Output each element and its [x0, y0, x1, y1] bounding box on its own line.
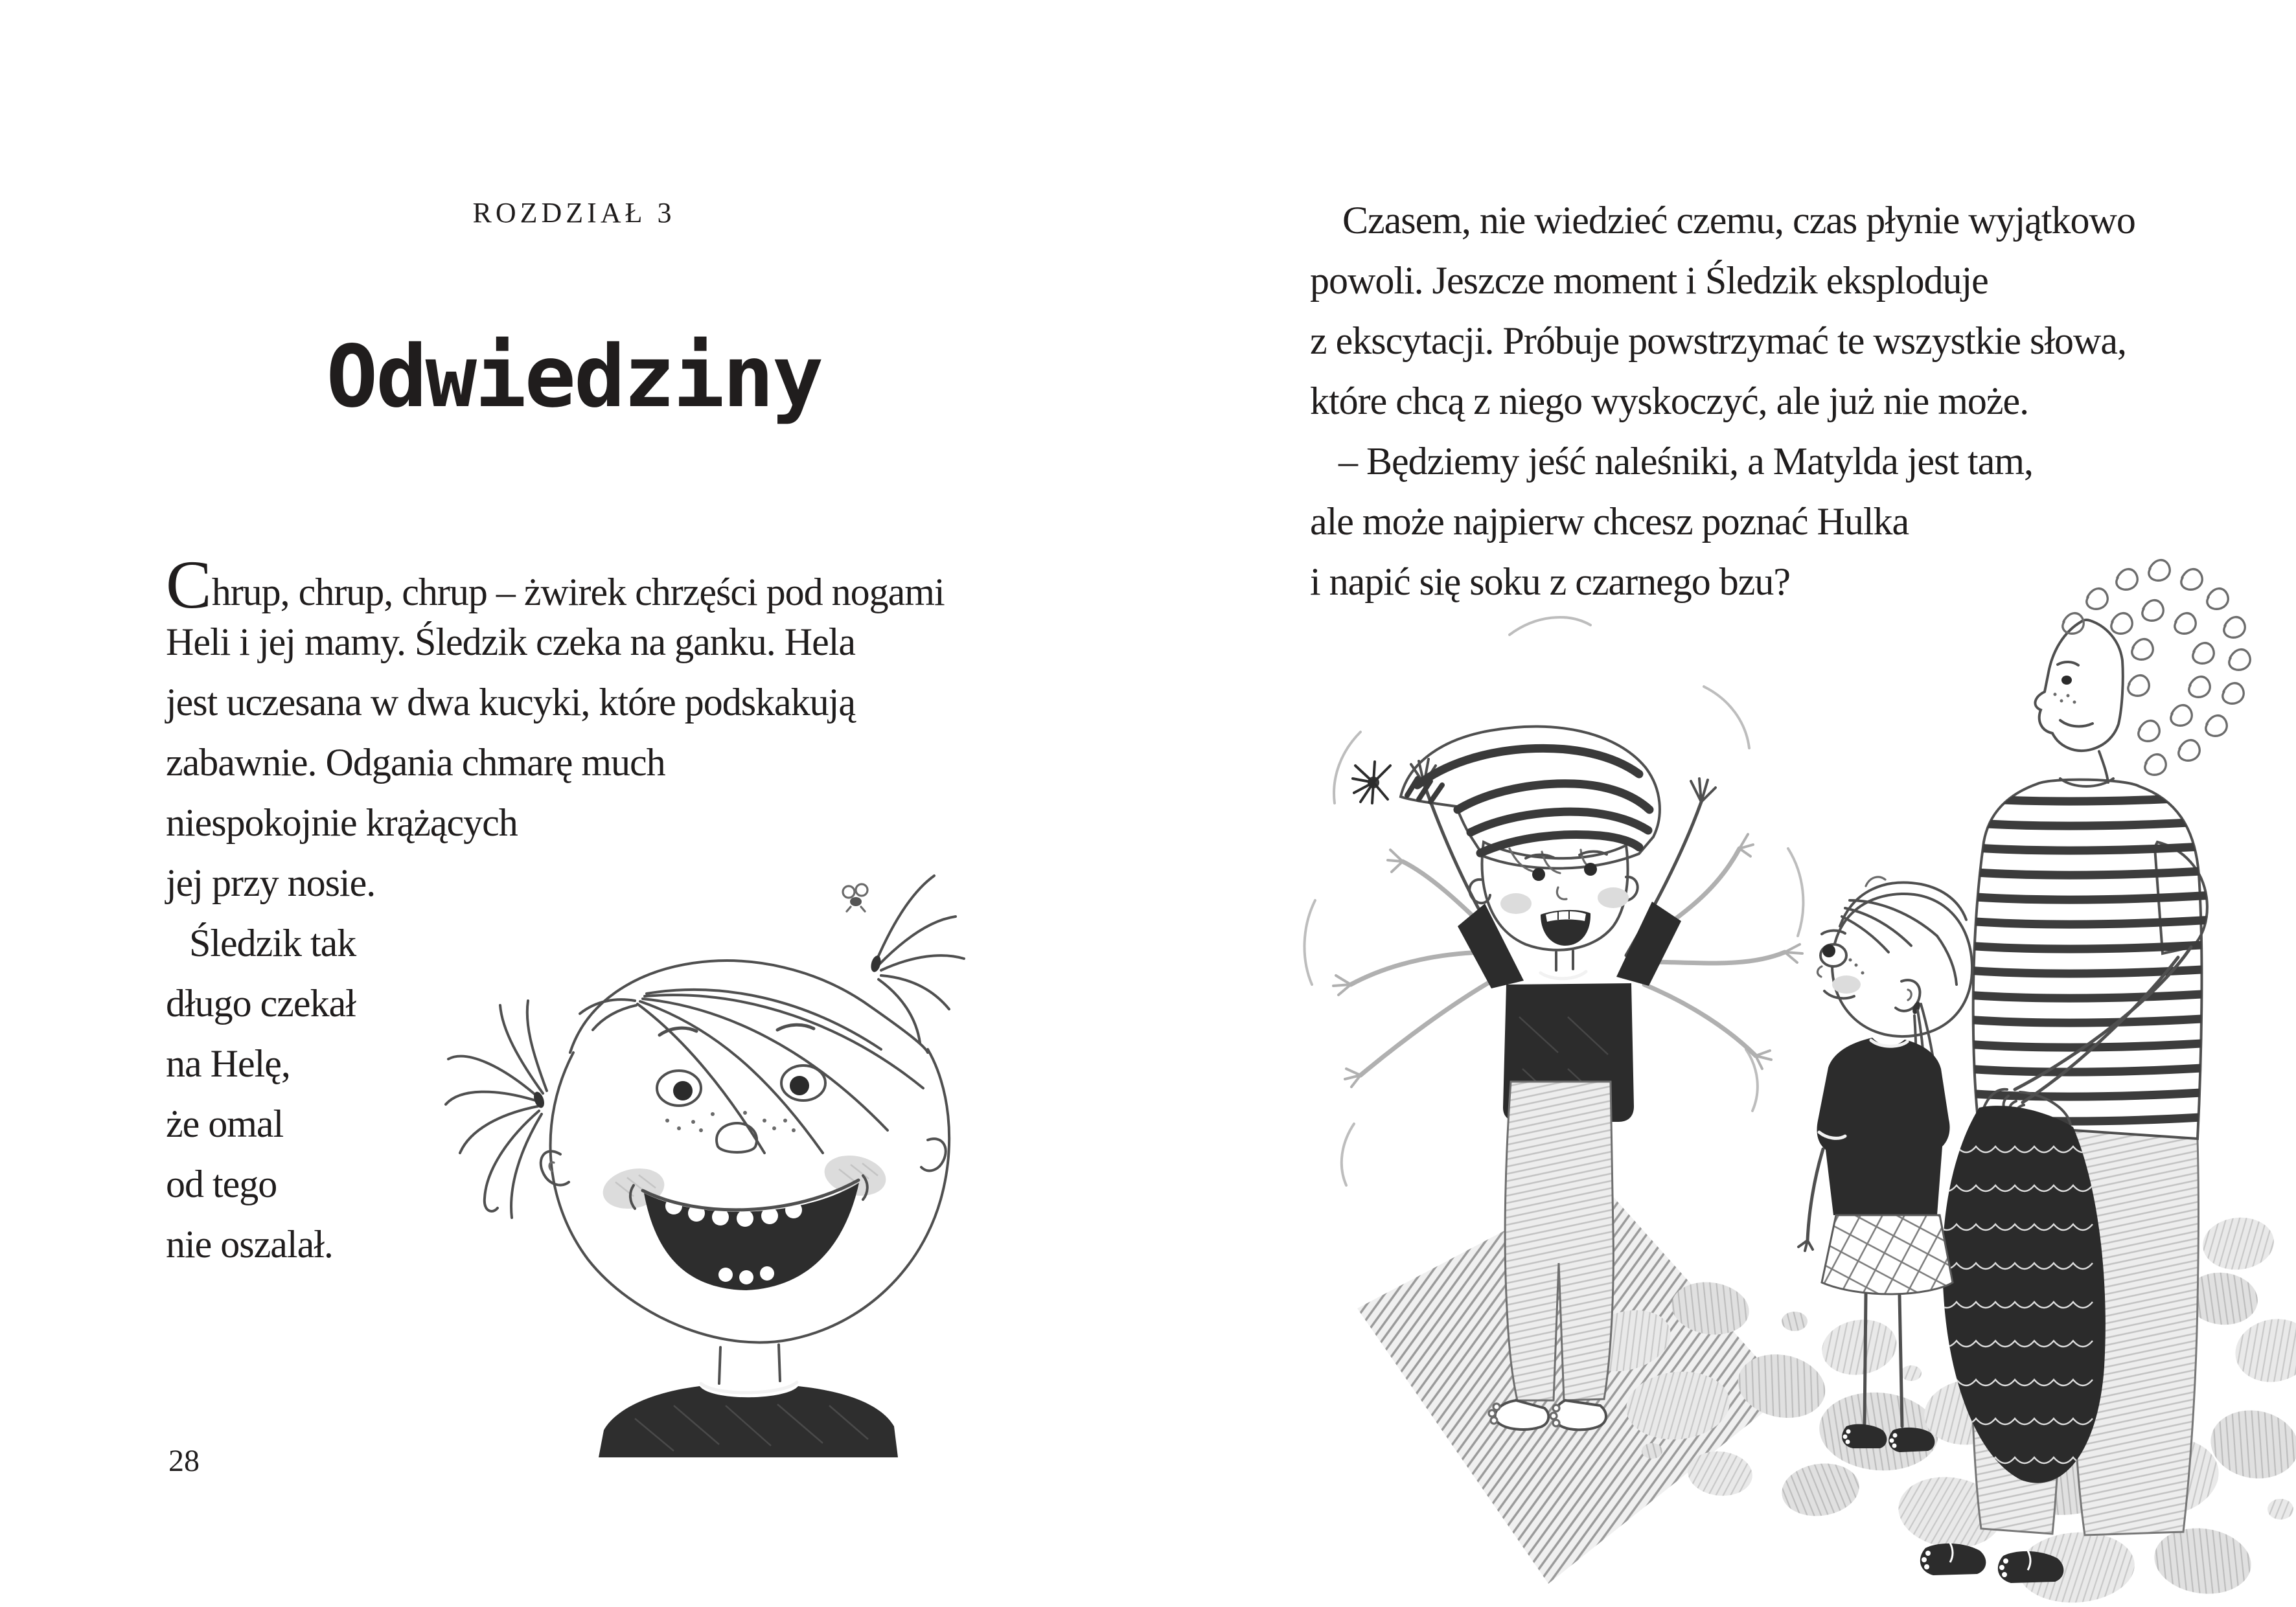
eye-right	[1584, 863, 1597, 876]
girl-arm	[1808, 1149, 1823, 1240]
pigtail-left	[446, 1001, 547, 1218]
eye-left	[1532, 868, 1545, 881]
text-line: – Będziemy jeść naleśniki, a Matylda jest tam,	[1338, 440, 2034, 483]
illustration-family-scene	[1263, 538, 2296, 1607]
text-line	[166, 547, 945, 622]
hat-tassel	[1353, 762, 1390, 803]
text-line: Śledzik tak	[189, 922, 356, 964]
neck	[1556, 951, 1573, 970]
text-line: niespokojnie krążących	[166, 801, 518, 844]
eye-left	[657, 1071, 701, 1106]
striped-hat-icon	[1353, 727, 1660, 869]
eye	[2061, 676, 2072, 685]
girl-nose	[1817, 966, 1822, 977]
eyebrow-left	[660, 1028, 696, 1035]
t-shirt	[599, 1382, 898, 1457]
text-line: które chcą z niego wyskoczyć, ale już nie może.	[1310, 380, 2029, 422]
chapter-title: Odwiedziny	[326, 327, 822, 427]
mother-face	[2035, 620, 2122, 782]
fly-icon	[843, 884, 867, 911]
chapter-label: ROZDZIAŁ 3	[472, 197, 676, 229]
freckles	[665, 1111, 796, 1132]
smiling-mouth	[630, 1176, 867, 1290]
nose	[717, 1123, 757, 1152]
girl-hela	[1798, 877, 1972, 1452]
text-line-rest: hrup, chrup, chrup – żwirek chrzęści pod nogami	[211, 571, 945, 613]
text-line: ale może najpierw chcesz poznać Hulka	[1310, 500, 1909, 543]
text-line: jej przy nosie.	[166, 861, 376, 904]
text-line: długo czekał	[166, 982, 356, 1025]
text-line: Heli i jej mamy. Śledzik czeka na ganku. Hela	[166, 621, 856, 663]
drop-cap: C	[166, 547, 212, 622]
text-line: jest uczesana w dwa kucyki, które podskakują	[166, 681, 855, 724]
text-line: powoli. Jeszcze moment i Śledzik eksploduje	[1310, 259, 1988, 302]
eyebrow-right	[777, 1025, 814, 1030]
text-line: że omal	[166, 1102, 284, 1145]
eye-right	[781, 1066, 825, 1100]
illustration-hela-portrait	[441, 836, 972, 1457]
neck	[719, 1345, 780, 1384]
text-line: od tego	[166, 1163, 277, 1205]
text-line: i napić się soku z czarnego bzu?	[1310, 560, 1790, 603]
text-line: nie oszalał.	[166, 1223, 333, 1266]
pigtail-right	[869, 876, 964, 1043]
right-page	[1148, 0, 2296, 1607]
checkered-skirt	[1822, 1215, 1953, 1294]
girl-t-shirt	[1817, 1038, 1950, 1215]
text-line: na Helę,	[166, 1042, 290, 1085]
ear-left-icon	[541, 1151, 569, 1185]
ear-right-icon	[921, 1139, 946, 1170]
page-number: 28	[168, 1444, 200, 1478]
text-line: Czasem, nie wiedzieć czemu, czas płynie wyjątkowo	[1342, 199, 2135, 242]
text-line: zabawnie. Odgania chmarę much	[166, 741, 665, 784]
text-line: z ekscytacji. Próbuje powstrzymać te wszystkie słowa,	[1310, 319, 2126, 362]
